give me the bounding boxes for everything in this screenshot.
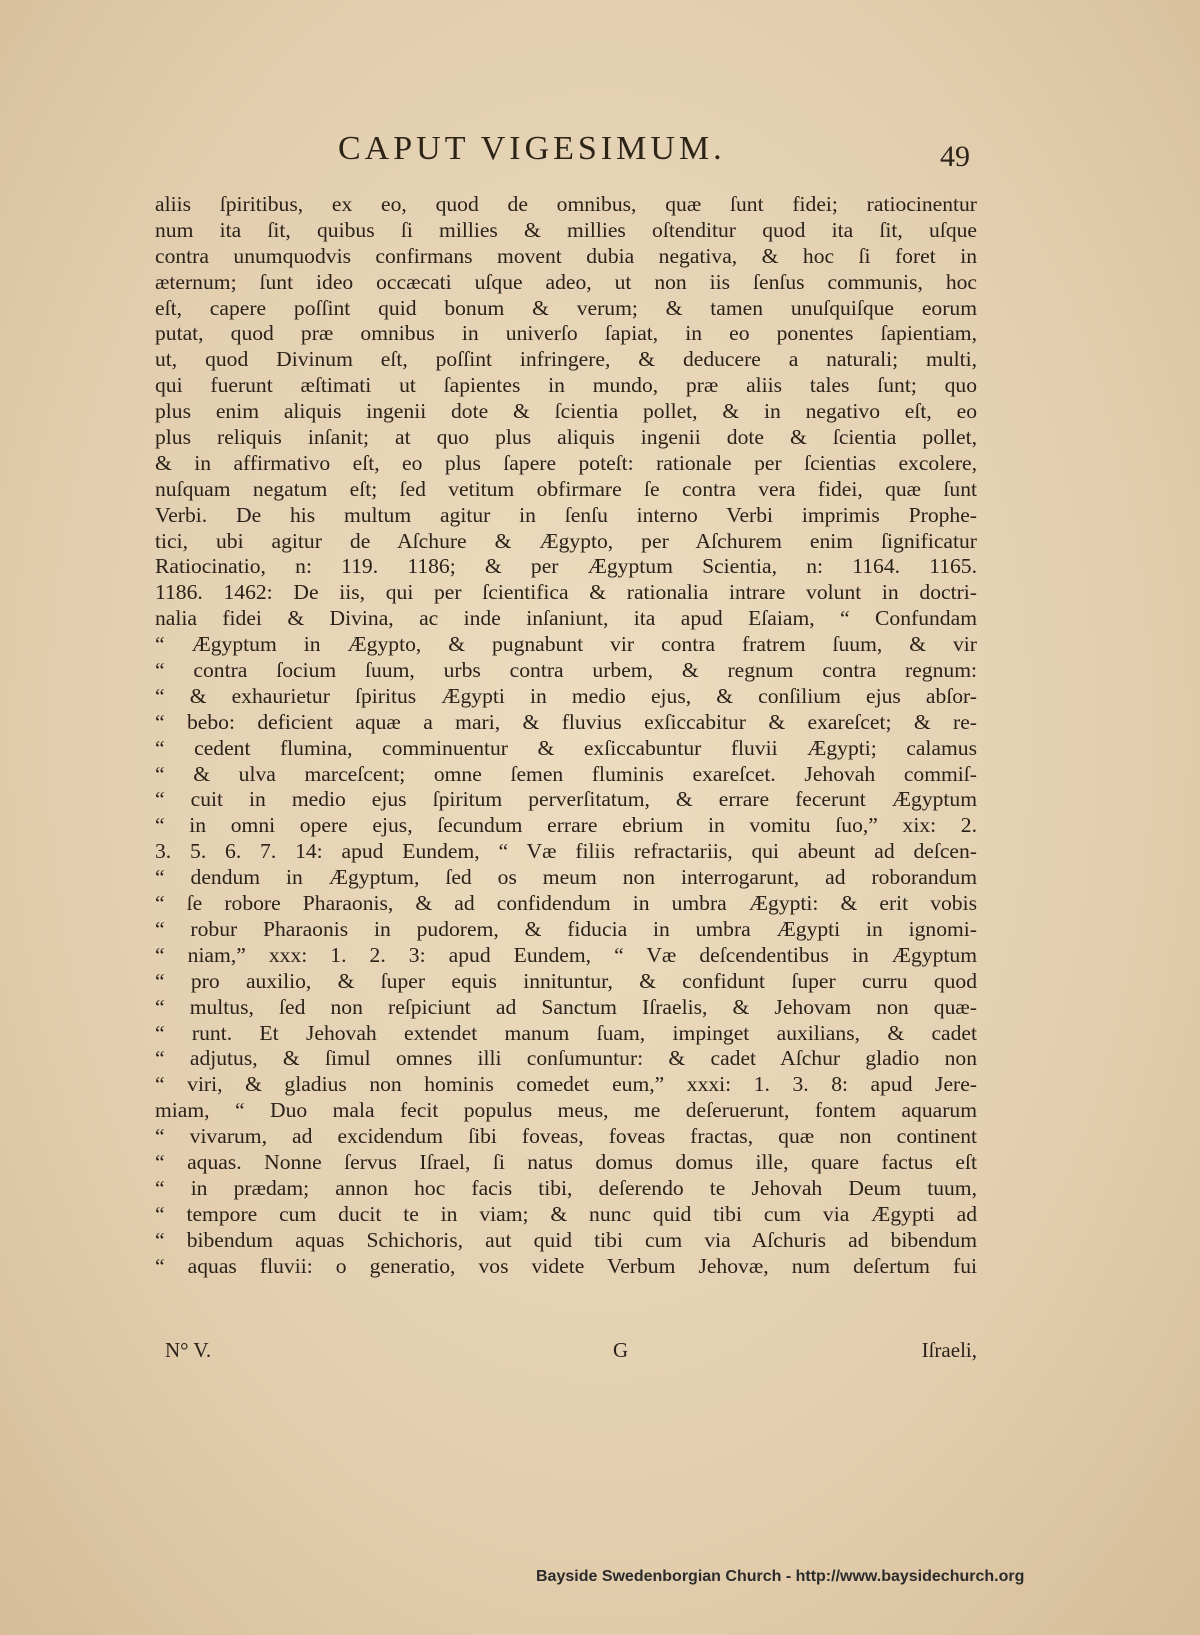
- quoted-line: “ runt. Et Jehovah extendet manum ſuam, impinget auxilians, & cadet: [155, 1021, 977, 1047]
- quoted-line: “ & ulva marceſcent; omne ſemen fluminis exareſcet. Jehovah commiſ-: [155, 762, 977, 788]
- quoted-line: “ in omni opere ejus, ſecundum errare ebrium in vomitu ſuo,” xix: 2.: [155, 813, 977, 839]
- text-line: plus enim aliquis ingenii dote & ſcientia pollet, & in negativo eſt, eo: [155, 399, 977, 424]
- quoted-line: “ bibendum aquas Schichoris, aut quid tibi cum via Aſchuris ad bibendum: [155, 1228, 977, 1254]
- quoted-line: “ viri, & gladius non hominis comedet eum,” xxxi: 1. 3. 8: apud Jere-: [155, 1072, 977, 1098]
- quoted-line: “ vivarum, ad excidendum ſibi foveas, foveas fractas, quæ non continent: [155, 1124, 977, 1150]
- text-line: Verbi. De his multum agitur in ſenſu interno Verbi imprimis Prophe-: [155, 502, 977, 527]
- quoted-line: “ bebo: deficient aquæ a mari, & fluvius exſiccabitur & exareſcet; & re-: [155, 710, 977, 736]
- text-line: 3. 5. 6. 7. 14: apud Eundem, “ Væ filiis refractariis, qui abeunt ad deſcen-: [155, 839, 977, 864]
- text-line: ut, quod Divinum eſt, poſſint infringere, & deducere a naturali; multi,: [155, 347, 977, 372]
- quoted-line: “ aquas. Nonne ſervus Iſrael, ſi natus domus domus ille, quare factus eſt: [155, 1150, 977, 1176]
- quoted-line: “ adjutus, & ſimul omnes illi conſumuntur: & cadet Aſchur gladio non: [155, 1046, 977, 1072]
- text-line: eſt, capere poſſint quid bonum & verum; & tamen unuſquiſque eorum: [155, 295, 977, 320]
- gathering-mark: G: [613, 1338, 629, 1362]
- signature-mark: N° V.: [165, 1338, 212, 1362]
- text-line: num ita ſit, quibus ſi millies & millies oſtenditur quod ita ſit, uſque: [155, 217, 977, 242]
- quoted-line: “ multus, ſed non reſpiciunt ad Sanctum Iſraelis, & Jehovam non quæ-: [155, 995, 977, 1021]
- quoted-line: “ aquas fluvii: o generatio, vos videte Verbum Jehovæ, num deſertum fui: [155, 1254, 977, 1280]
- quoted-line: “ in prædam; annon hoc facis tibi, deſerendo te Jehovah Deum tuum,: [155, 1176, 977, 1202]
- text-line: qui fuerunt æſtimati ut ſapientes in mundo, præ aliis tales ſunt; quo: [155, 373, 977, 398]
- text-line: tici, ubi agitur de Aſchure & Ægypto, per Aſchurem enim ſignificatur: [155, 528, 977, 553]
- text-line: putat, quod præ omnibus in univerſo ſapiat, in eo ponentes ſapientiam,: [155, 321, 977, 346]
- quoted-line: “ robur Pharaonis in pudorem, & fiducia in umbra Ægypti in ignomi-: [155, 917, 977, 943]
- text-line: plus reliquis inſanit; at quo plus aliquis ingenii dote & ſcientia pollet,: [155, 425, 977, 450]
- body-text: [155, 192, 977, 1279]
- text-line: contra unumquodvis confirmans movent dubia negativa, & hoc ſi foret in: [155, 243, 977, 268]
- text-line: nuſquam negatum eſt; ſed vetitum obfirmare ſe contra vera fidei, quæ ſunt: [155, 476, 977, 501]
- quoted-line: “ cedent flumina, comminuentur & exſiccabuntur fluvii Ægypti; calamus: [155, 736, 977, 762]
- text-line: 1186. 1462: De iis, qui per ſcientifica & rationalia intrare volunt in doctri-: [155, 580, 977, 605]
- text-line: & in affirmativo eſt, eo plus ſapere poteſt: rationale per ſcientias excolere,: [155, 450, 977, 475]
- quoted-line: “ dendum in Ægyptum, ſed os meum non interrogarunt, ad roborandum: [155, 865, 977, 891]
- page-footer: [155, 1338, 977, 1368]
- quoted-line: “ niam,” xxx: 1. 2. 3: apud Eundem, “ Væ deſcendentibus in Ægyptum: [155, 943, 977, 969]
- quoted-line: “ & exhaurietur ſpiritus Ægypti in medio ejus, & conſilium ejus abſor-: [155, 684, 977, 710]
- text-line: æternum; ſunt ideo occæcati uſque adeo, ut non iis ſenſus communis, hoc: [155, 269, 977, 294]
- running-title: CAPUT VIGESIMUM.: [338, 130, 726, 167]
- page-number: 49: [940, 140, 970, 173]
- page-header: [0, 126, 1200, 182]
- quoted-line: “ tempore cum ducit te in viam; & nunc quid tibi cum via Ægypti ad: [155, 1202, 977, 1228]
- text-line: nalia fidei & Divina, ac inde inſaniunt, ita apud Eſaiam, “ Confundam: [155, 606, 977, 631]
- watermark-text: Bayside Swedenborgian Church - http://www.baysidechurch.org: [536, 1568, 1025, 1585]
- quoted-line: “ cuit in medio ejus ſpiritum perverſitatum, & errare fecerunt Ægyptum: [155, 787, 977, 813]
- quoted-line: “ Ægyptum in Ægypto, & pugnabunt vir contra fratrem ſuum, & vir: [155, 632, 977, 658]
- text-line: Ratiocinatio, n: 119. 1186; & per Ægyptum Scientia, n: 1164. 1165.: [155, 554, 977, 579]
- text-line: miam, “ Duo mala fecit populus meus, me deſeruerunt, fontem aquarum: [155, 1098, 977, 1123]
- quoted-line: “ pro auxilio, & ſuper equis innituntur, & confidunt ſuper curru quod: [155, 969, 977, 995]
- quoted-line: “ contra ſocium ſuum, urbs contra urbem, & regnum contra regnum:: [155, 658, 977, 684]
- text-line: aliis ſpiritibus, ex eo, quod de omnibus, quæ ſunt fidei; ratiocinentur: [155, 192, 977, 216]
- quoted-line: “ ſe robore Pharaonis, & ad confidendum in umbra Ægypti: & erit vobis: [155, 891, 977, 917]
- catchword: Iſraeli,: [921, 1338, 977, 1362]
